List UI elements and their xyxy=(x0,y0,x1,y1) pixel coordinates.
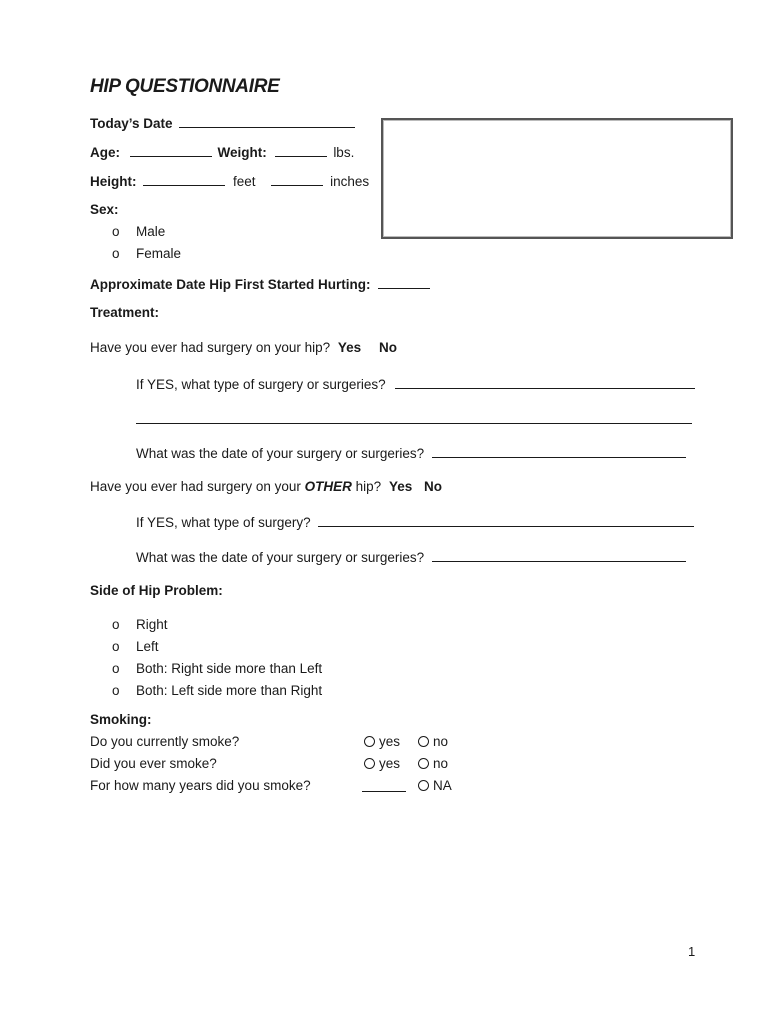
surgery-yes-option[interactable]: Yes xyxy=(337,340,362,355)
bullet-marker: o xyxy=(112,683,120,698)
sex-option-label: Female xyxy=(136,246,182,261)
no-label: no xyxy=(433,756,449,771)
todays-date-label: Today’s Date xyxy=(90,116,173,131)
yes-label: yes xyxy=(379,734,401,749)
surgery-type-row xyxy=(136,375,695,392)
bullet-marker: o xyxy=(112,224,120,239)
surgery-question: Have you ever had surgery on your hip? xyxy=(90,340,331,355)
side-option-both-right[interactable] xyxy=(90,661,322,676)
age-field[interactable] xyxy=(130,143,212,157)
surgery-date-row xyxy=(136,444,686,461)
age-label: Age: xyxy=(90,145,120,160)
page-number: 1 xyxy=(688,944,696,959)
surgery-no-option[interactable]: No xyxy=(378,340,397,355)
sex-option-label: Male xyxy=(136,224,166,239)
side-label: Side of Hip Problem: xyxy=(90,583,223,598)
feet-label: feet xyxy=(233,174,256,189)
pain-start-row xyxy=(90,275,430,292)
smoking-label: Smoking: xyxy=(90,712,152,727)
weight-unit: lbs. xyxy=(333,145,355,160)
sex-option-male[interactable] xyxy=(90,224,165,239)
surgery-type-field[interactable] xyxy=(395,375,695,389)
smoke-ever-question: Did you ever smoke? xyxy=(90,756,217,771)
pain-start-label: Approximate Date Hip First Started Hurting: xyxy=(90,277,371,292)
side-option-label: Both: Right side more than Left xyxy=(136,661,323,676)
surgery-type-field-line-2[interactable] xyxy=(136,410,692,424)
side-option-label: Right xyxy=(136,617,168,632)
smoke-years-field[interactable] xyxy=(362,778,406,792)
side-option-right[interactable] xyxy=(90,617,168,632)
na-label: NA xyxy=(433,778,452,793)
other-surgery-type-prompt: If YES, what type of surgery? xyxy=(136,515,311,530)
radio-circle-icon xyxy=(364,736,375,747)
height-label: Height: xyxy=(90,174,137,189)
radio-circle-icon xyxy=(418,736,429,747)
other-surgery-date-row xyxy=(136,548,686,565)
bullet-marker: o xyxy=(112,617,120,632)
smoke-current-question: Do you currently smoke? xyxy=(90,734,240,749)
side-option-left[interactable] xyxy=(90,639,159,654)
todays-date-field[interactable] xyxy=(179,114,355,128)
weight-label: Weight: xyxy=(217,145,267,160)
treatment-label: Treatment: xyxy=(90,305,160,320)
smoke-years-row xyxy=(362,778,406,795)
height-feet-field[interactable] xyxy=(143,172,225,186)
side-option-label: Both: Left side more than Right xyxy=(136,683,323,698)
other-surgery-question-post: hip? xyxy=(355,479,382,494)
side-option-label: Left xyxy=(136,639,159,654)
yes-label: yes xyxy=(379,756,401,771)
other-surgery-type-row xyxy=(136,513,694,530)
other-surgery-date-prompt: What was the date of your surgery or surgeries? xyxy=(136,550,425,565)
pain-start-field[interactable] xyxy=(378,275,430,289)
smoke-years-question: For how many years did you smoke? xyxy=(90,778,311,793)
bullet-marker: o xyxy=(112,661,120,676)
bullet-marker: o xyxy=(112,639,120,654)
other-surgery-question-pre: Have you ever had surgery on your xyxy=(90,479,301,494)
smoke-current-yes[interactable] xyxy=(364,734,400,749)
age-weight-row xyxy=(90,143,354,160)
sex-option-female[interactable] xyxy=(90,246,181,261)
radio-circle-icon xyxy=(418,780,429,791)
radio-circle-icon xyxy=(364,758,375,769)
other-surgery-no-option[interactable]: No xyxy=(424,479,442,494)
weight-field[interactable] xyxy=(275,143,327,157)
inches-label: inches xyxy=(330,174,370,189)
other-emphasis: OTHER xyxy=(304,479,352,494)
radio-circle-icon xyxy=(418,758,429,769)
smoke-current-no[interactable] xyxy=(418,734,448,749)
height-inches-field[interactable] xyxy=(271,172,323,186)
label-box xyxy=(381,118,733,239)
other-surgery-date-field[interactable] xyxy=(432,548,686,562)
height-row xyxy=(90,172,369,189)
smoke-ever-no[interactable] xyxy=(418,756,448,771)
other-surgery-question-row xyxy=(90,479,442,494)
no-label: no xyxy=(433,734,449,749)
surgery-type-prompt: If YES, what type of surgery or surgeries? xyxy=(136,377,386,392)
smoke-years-na[interactable] xyxy=(418,778,452,793)
sex-label: Sex: xyxy=(90,202,119,217)
bullet-marker: o xyxy=(112,246,120,261)
surgery-date-prompt: What was the date of your surgery or surgeries? xyxy=(136,446,425,461)
other-surgery-type-field[interactable] xyxy=(318,513,694,527)
surgery-date-field[interactable] xyxy=(432,444,686,458)
surgery-type-row-2 xyxy=(136,410,692,427)
todays-date-row xyxy=(90,114,355,131)
other-surgery-yes-option[interactable]: Yes xyxy=(388,479,413,494)
form-title: HIP QUESTIONNAIRE xyxy=(90,76,280,97)
smoke-ever-yes[interactable] xyxy=(364,756,400,771)
surgery-question-row xyxy=(90,340,397,355)
side-option-both-left[interactable] xyxy=(90,683,322,698)
